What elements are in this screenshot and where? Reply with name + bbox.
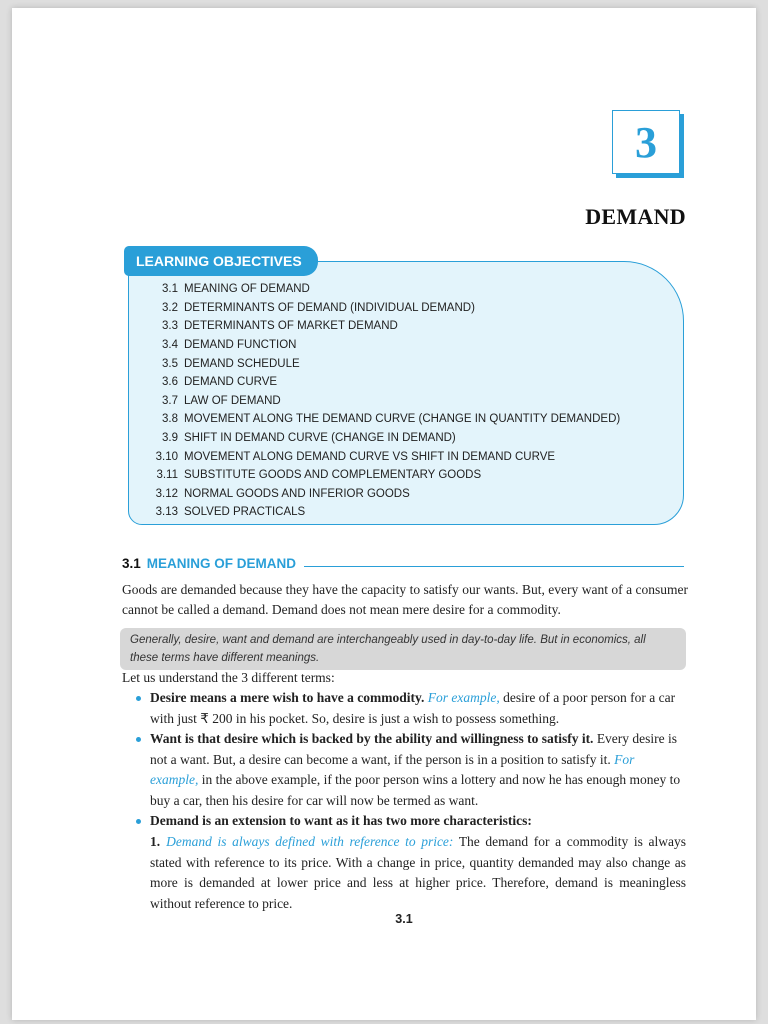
- chapter-number: 3: [635, 117, 657, 167]
- objective-item: 3.2 DETERMINANTS OF DEMAND (INDIVIDUAL DEMAND): [162, 301, 475, 314]
- list-item: Demand is an extension to want as it has two more characteristics:: [134, 811, 686, 832]
- objective-item: 3.5 DEMAND SCHEDULE: [162, 357, 300, 370]
- objective-item: 3.4 DEMAND FUNCTION: [162, 339, 297, 352]
- bullet-icon: [136, 696, 141, 701]
- list-item: Desire means a mere wish to have a commodity. For example, desire of a poor person for a car with just ₹ 200 in his pocket. So, desire is just a wish to possess something.: [134, 688, 686, 729]
- section-number: 3.1: [122, 556, 141, 571]
- section-title: MEANING OF DEMAND: [146, 556, 297, 571]
- bullet-icon: [136, 819, 141, 824]
- objective-item: 3.7 LAW OF DEMAND: [162, 394, 281, 407]
- terms-list: [134, 688, 686, 832]
- objective-item: 3.10 MOVEMENT ALONG DEMAND CURVE VS SHIFT IN DEMAND CURVE: [155, 450, 556, 463]
- objective-item: 3.8 MOVEMENT ALONG THE DEMAND CURVE (CHANGE IN QUANTITY DEMANDED): [162, 413, 621, 426]
- bullet-icon: [136, 737, 141, 742]
- objective-item: 3.6 DEMAND CURVE: [162, 376, 278, 389]
- objective-item: 3.3 DETERMINANTS OF MARKET DEMAND: [162, 320, 398, 333]
- objective-item: 3.9 SHIFT IN DEMAND CURVE (CHANGE IN DEMAND): [162, 432, 456, 445]
- learning-objectives-heading: LEARNING OBJECTIVES: [124, 246, 318, 276]
- chapter-number-box: [612, 110, 680, 174]
- learning-objectives-list: [144, 280, 620, 522]
- chapter-title: DEMAND: [585, 204, 686, 229]
- objective-item: 3.12 NORMAL GOODS AND INFERIOR GOODS: [155, 487, 410, 500]
- list-item: Want is that desire which is backed by the ability and willingness to satisfy it. Every desire is not a want. But, a desire can become a want, if the person is in a position to satisfy it. For example, in the above example, if the poor person wins a lottery and now he has enough money to buy a car, then his desire for car will now be termed as want.: [134, 729, 686, 811]
- page-number: 3.1: [395, 912, 413, 926]
- objective-item: 3.11 SUBSTITUTE GOODS AND COMPLEMENTARY GOODS: [156, 469, 482, 482]
- objective-item: 3.13 SOLVED PRACTICALS: [155, 506, 306, 519]
- note-box: Generally, desire, want and demand are interchangeably used in day-to-day life. But in economics, all these terms have different meanings.: [120, 628, 686, 670]
- section-heading: [122, 556, 684, 571]
- section-intro: Goods are demanded because they have the capacity to satisfy our wants. But, every want of a consumer cannot be called a demand. Demand does not mean mere desire for a commodity.: [122, 582, 688, 617]
- lead-in-text: Let us understand the 3 different terms:: [122, 670, 335, 685]
- sub-list-item: 1. Demand is always defined with reference to price: The demand for a commodity is always stated with reference to its price. With a change in price, quantity demanded may also change as more is demanded at lower price and less at higher price. Therefore, demand is meaningless without reference to price.: [150, 834, 686, 911]
- objective-item: 3.1 MEANING OF DEMAND: [162, 283, 310, 296]
- section-rule: [304, 566, 684, 568]
